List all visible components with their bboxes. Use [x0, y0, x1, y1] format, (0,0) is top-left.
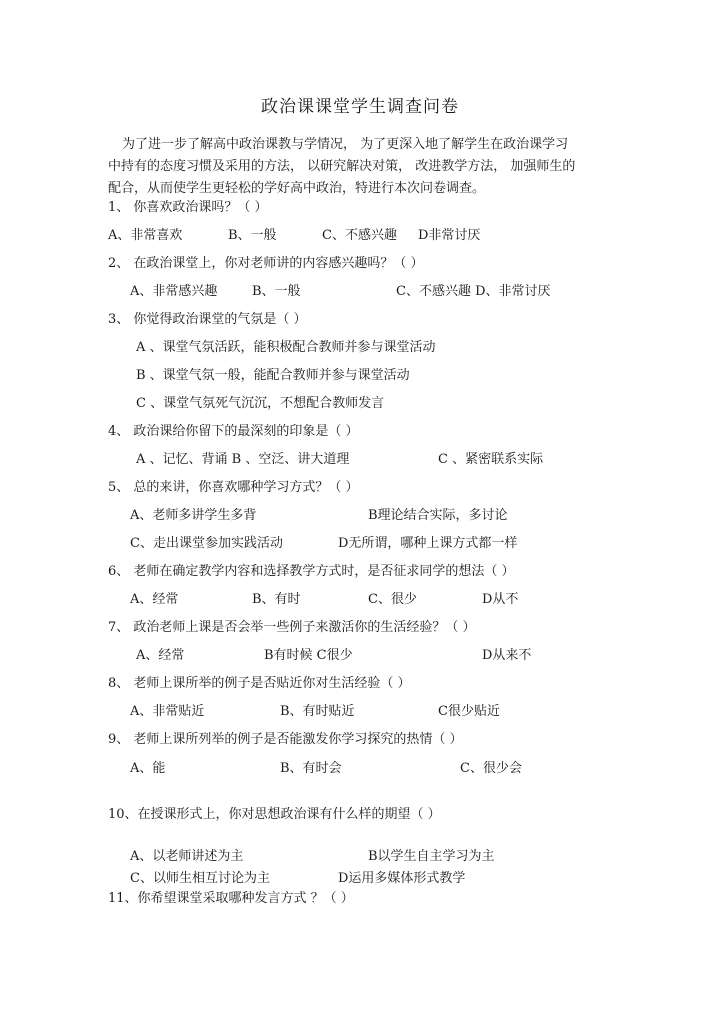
question-7: 7、 政治老师上课是否会举一些例子来激活你的生活经验？（ ） — [108, 620, 476, 635]
option-b: B、一般 — [252, 284, 301, 299]
question-11: 11、你希望课堂采取哪种发言方式 ？（ ） — [108, 891, 354, 906]
question-9: 9、 老师上课所列举的例子是否能激发你学习探究的热情（ ） — [108, 732, 463, 747]
option-b: B、一般 — [228, 228, 277, 243]
option-d: D无所谓，哪种上课方式都一样 — [338, 536, 518, 551]
question-8: 8、 老师上课所举的例子是否贴近你对生活经验（ ） — [108, 676, 411, 691]
option-b: B、有时会 — [280, 761, 342, 776]
option-b: B理论结合实际，多讨论 — [368, 508, 508, 523]
page-title: 政治课课堂学生调查问卷 — [261, 97, 459, 117]
question-6: 6、 老师在确定教学内容和选择教学方式时，是否征求同学的想法（ ） — [108, 564, 515, 579]
option-b: B、有时 — [252, 592, 301, 607]
option-a: A、以老师讲述为主 — [130, 849, 244, 864]
option-b: B以学生自主学习为主 — [368, 849, 495, 864]
option-d: D从来不 — [482, 648, 532, 663]
option-c: C 、课堂气氛死气沉沉，不想配合教师发言 — [136, 396, 385, 411]
question-2: 2、 在政治课堂上，你对老师讲的内容感兴趣吗？（ ） — [108, 256, 424, 271]
option-c-d: C、不感兴趣 D、非常讨厌 — [396, 284, 551, 299]
option-d: D非常讨厌 — [418, 228, 481, 243]
intro-line: 配合，从而使学生更轻松的学好高中政治，特进行本次问卷调查。 — [108, 181, 486, 196]
option-c: C 、紧密联系实际 — [438, 452, 544, 467]
question-3: 3、 你觉得政治课堂的气氛是（ ） — [108, 312, 307, 327]
option-a: A、非常喜欢 — [108, 228, 183, 243]
option-b-c: B有时候 C很少 — [264, 648, 353, 663]
option-d: D运用多媒体形式教学 — [338, 871, 466, 886]
option-a: A、经常 — [136, 648, 185, 663]
option-c: C、以师生相互讨论为主 — [130, 871, 270, 886]
option-a: A、经常 — [130, 592, 179, 607]
question-5: 5、 总的来讲，你喜欢哪种学习方式？（ ） — [108, 480, 359, 495]
intro-line: 为了进一步了解高中政治课教与学情况， 为了更深入地了解学生在政治课学习 — [122, 137, 569, 152]
option-a-b: A 、记忆、背诵 B 、空泛、讲大道理 — [136, 452, 350, 467]
option-c: C、走出课堂参加实践活动 — [130, 536, 283, 551]
option-b: B 、课堂气氛一般，能配合教师并参与课堂活动 — [136, 368, 410, 383]
option-c: C、不感兴趣 — [322, 228, 397, 243]
option-a: A、能 — [130, 761, 166, 776]
option-b: B、有时贴近 — [280, 704, 355, 719]
question-1: 1、 你喜欢政治课吗？（ ） — [108, 200, 268, 215]
option-d: D从不 — [482, 592, 519, 607]
question-10: 10、在授课形式上，你对思想政治课有什么样的期望（ ） — [108, 807, 441, 822]
intro-paragraph — [108, 134, 608, 200]
option-a: A、非常感兴趣 — [130, 284, 218, 299]
option-c: C、很少 — [368, 592, 417, 607]
option-a: A、老师多讲学生多背 — [130, 508, 257, 523]
question-4: 4、 政治课给你留下的最深刻的印象是（ ） — [108, 424, 359, 439]
option-c: C、很少会 — [460, 761, 522, 776]
option-c: C很少贴近 — [438, 704, 500, 719]
option-a: A、非常贴近 — [130, 704, 205, 719]
intro-line: 中持有的态度习惯及采用的方法， 以研究解决对策， 改进教学方法， 加强师生的 — [108, 159, 576, 174]
option-a: A 、课堂气氛活跃，能积极配合教师并参与课堂活动 — [136, 340, 436, 355]
